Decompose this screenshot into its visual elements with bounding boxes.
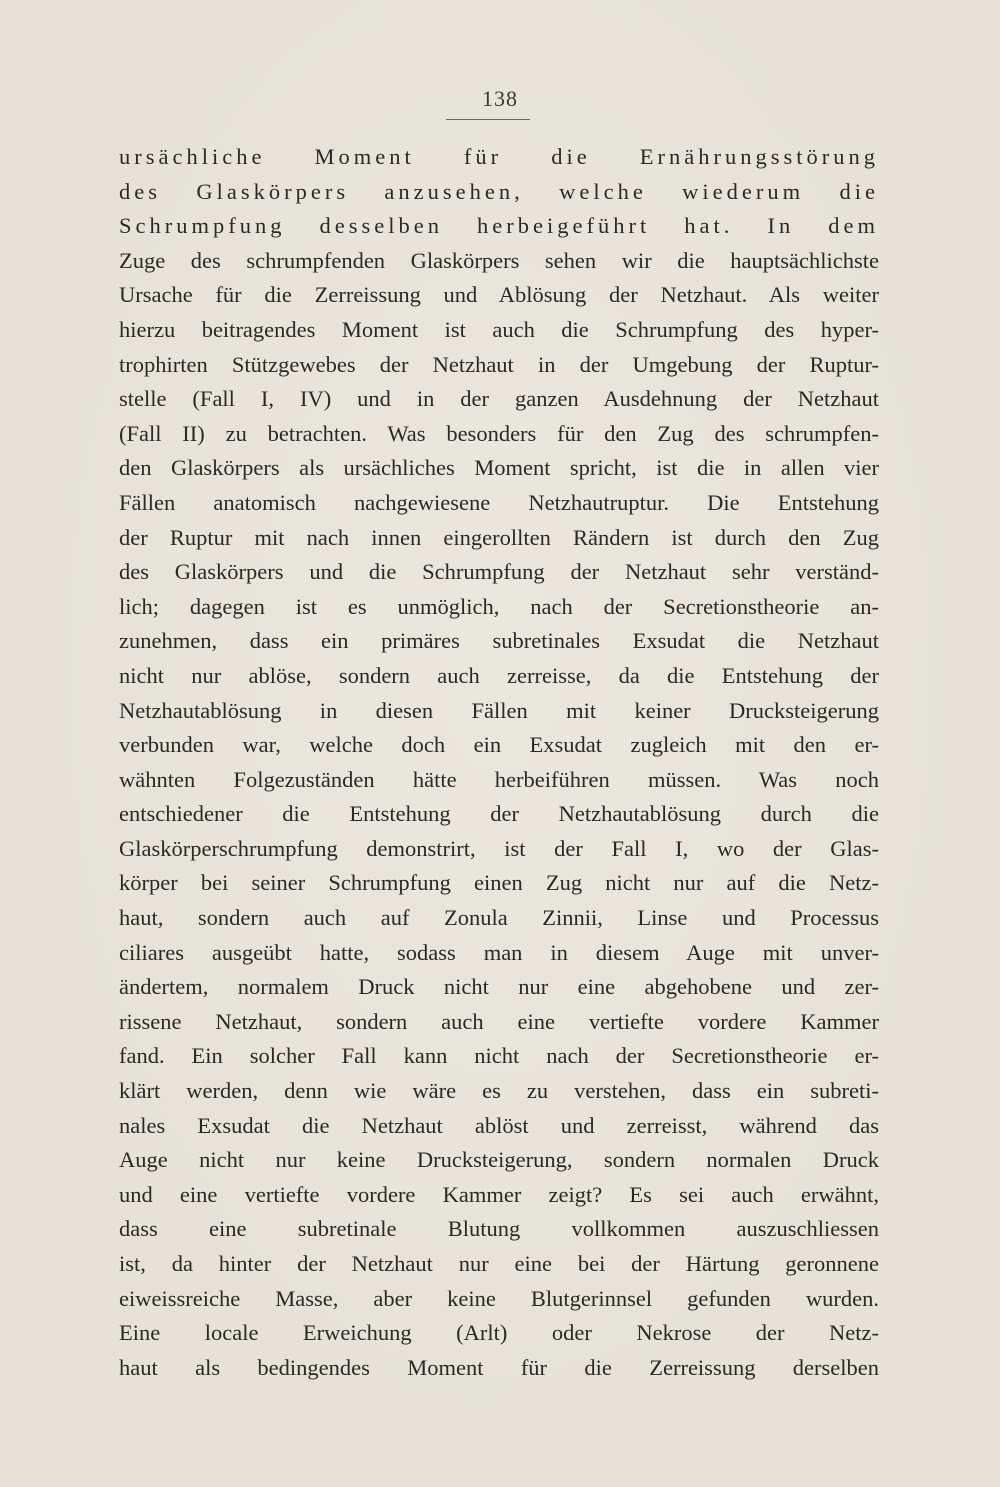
body-text [119,140,879,1385]
text-line: Netzhautablösung in diesen Fällen mit keiner Drucksteigerung [119,697,879,723]
text-line: ist, da hinter der Netzhaut nur eine bei der Härtung geronnene [119,1251,879,1276]
text-line: ciliares ausgeübt hatte, sodass man in diesem Auge mit unver- [119,939,879,965]
text-line: lich; dagegen ist es unmöglich, nach der Secretionstheorie an- [119,593,879,619]
text-line: dass eine subretinale Blutung vollkommen auszuschliessen [119,1216,879,1242]
text-line: den Glaskörpers als ursächliches Moment spricht, ist die in allen vier [119,455,879,481]
text-line: eiweissreiche Masse, aber keine Blutgerinnsel gefunden wurden. [119,1285,879,1311]
text-line: Glaskörperschrumpfung demonstrirt, ist der Fall I, wo der Glas- [119,835,879,861]
text-line: Fällen anatomisch nachgewiesene Netzhautruptur. Die Entstehung [119,489,879,515]
text-line: (Fall II) zu betrachten. Was besonders für den Zug des schrumpfen- [119,420,879,446]
text-line: rissene Netzhaut, sondern auch eine vertiefte vordere Kammer [119,1008,879,1034]
text-line: verbunden war, welche doch ein Exsudat zugleich mit den er- [119,732,879,758]
text-line: des Glaskörpers und die Schrumpfung der Netzhaut sehr verständ- [119,559,879,585]
text-line: hierzu beitragendes Moment ist auch die Schrumpfung des hyper- [119,316,879,342]
text-line: wähnten Folgezuständen hätte herbeiführen müssen. Was noch [119,766,879,792]
header-rule [446,119,530,120]
text-line: des Glaskörpers anzusehen, welche wiederum die [119,178,879,204]
text-line: klärt werden, denn wie wäre es zu verstehen, dass ein subreti- [119,1078,879,1104]
text-line: Ursache für die Zerreissung und Ablösung der Netzhaut. Als weiter [119,282,879,308]
text-line: körper bei seiner Schrumpfung einen Zug nicht nur auf die Netz- [119,870,879,896]
text-line: Zuge des schrumpfenden Glaskörpers sehen wir die hauptsächlichste [119,247,879,273]
text-line: und eine vertiefte vordere Kammer zeigt? Es sei auch erwähnt, [119,1181,879,1207]
text-line: Auge nicht nur keine Drucksteigerung, sondern normalen Druck [119,1147,879,1173]
text-line: entschiedener die Entstehung der Netzhautablösung durch die [119,801,879,827]
text-line: stelle (Fall I, IV) und in der ganzen Ausdehnung der Netzhaut [119,386,879,412]
text-line: nicht nur ablöse, sondern auch zerreisse, da die Entstehung der [119,662,879,688]
text-line: Eine locale Erweichung (Arlt) oder Nekrose der Netz- [119,1320,879,1346]
text-line: trophirten Stützgewebes der Netzhaut in der Umgebung der Ruptur- [119,351,879,377]
text-line: Schrumpfung desselben herbeigeführt hat. In dem [119,213,879,239]
text-line: fand. Ein solcher Fall kann nicht nach der Secretionstheorie er- [119,1043,879,1069]
text-line: haut, sondern auch auf Zonula Zinnii, Linse und Processus [119,905,879,931]
text-line: haut als bedingendes Moment für die Zerreissung derselben [119,1354,879,1380]
text-line: der Ruptur mit nach innen eingerollten Rändern ist durch den Zug [119,524,879,550]
text-line: nales Exsudat die Netzhaut ablöst und zerreisst, während das [119,1112,879,1138]
text-line: ändertem, normalem Druck nicht nur eine abgehobene und zer- [119,974,879,1000]
page-number: 138 [482,86,518,111]
text-line: ursächliche Moment für die Ernährungsstörung [119,144,879,169]
text-line: zunehmen, dass ein primäres subretinales Exsudat die Netzhaut [119,628,879,654]
